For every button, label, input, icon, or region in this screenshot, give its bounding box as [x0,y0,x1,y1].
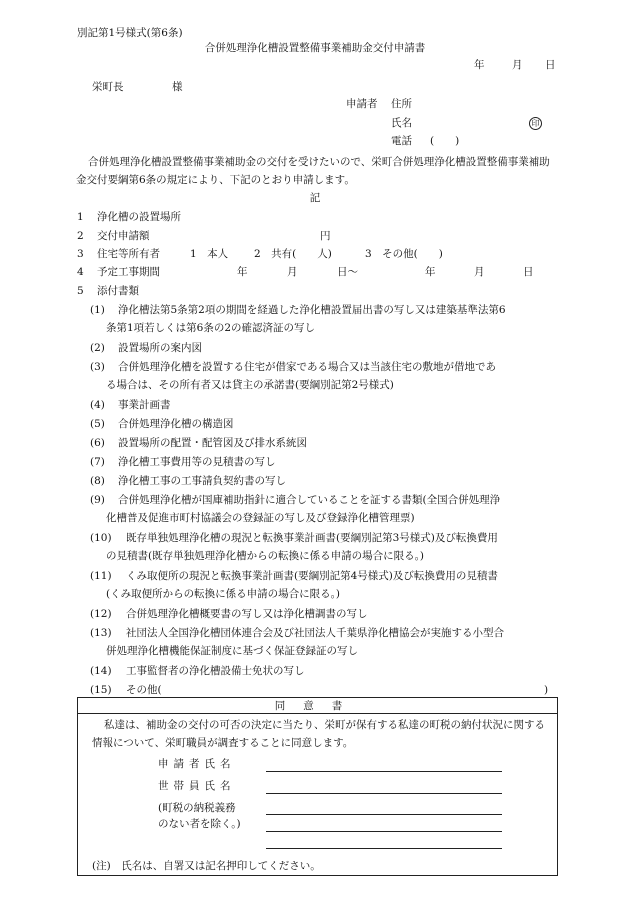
attachment-2 [90,342,202,355]
attachment-number: (10) [90,532,112,544]
attachment-text: 浄化槽法第5条第2項の期間を経過した浄化槽設置届出書の写し又は建築基準法第6 [118,304,506,316]
attachment-text: 社団法人全国浄化槽団体連合会及び社団法人千葉県浄化槽協会が実施する小型合 [126,627,504,639]
date-month: 月 [512,59,523,71]
item-number: 4 [77,266,84,278]
attachment-number: (3) [90,361,105,373]
attachment-number: (8) [90,475,105,487]
attachment-number: (4) [90,399,105,411]
attachment-text: 合併処理浄化槽の構造図 [118,418,234,430]
yen-unit: 円 [320,230,331,242]
signature-note: (注) 氏名は、自署又は記名押印してください。 [92,860,321,872]
attachment-close-paren: ) [544,684,549,696]
attachment-12 [90,608,368,621]
applicant-name-line[interactable] [266,771,502,772]
attachment-15 [90,684,550,697]
end-year: 年 [425,266,436,278]
date-day: 日 [545,59,556,71]
attachment-text: 事業計画書 [118,399,171,411]
attachment-1 [90,304,506,317]
item-1 [77,211,181,224]
phone-label: 電話 [391,135,412,147]
item-3 [77,248,477,261]
attachment-text: くみ取便所の現況と転換事業計画書(要綱別記第4号様式)及び転換費用の見積書 [126,570,498,582]
ki-heading: 記 [309,192,321,204]
attachment-13-cont: 併処理浄化槽機能保証制度に基づく保証登録証の写し [106,645,358,657]
attachment-number: (11) [90,570,112,582]
attachment-number: (15) [90,684,112,696]
consent-text: 私達は、補助金の交付の可否の決定に当たり、栄町が保有する私達の町税の納付状況に関する情報について、栄町職員が調査することに同意します。 [92,719,545,749]
attachment-11-cont: (くみ取便所からの転換に係る申請の場合に限る。) [106,588,340,600]
consent-divider [78,713,557,714]
attachment-number: (14) [90,665,112,677]
consent-title: 同意書 [274,700,361,712]
exclusion-note-line2: のない者を除く。) [158,818,241,830]
consent-box [77,697,558,876]
attachment-4 [90,399,171,412]
attachment-number: (13) [90,627,112,639]
attachment-number: (5) [90,418,105,430]
exclusion-note-line1: (町税の納税義務 [158,802,236,814]
attachment-text: 合併処理浄化槽概要書の写し又は浄化槽調書の写し [126,608,368,620]
attachment-10-cont: の見積書(既存単独処理浄化槽からの転換に係る申請の場合に限る。) [106,550,424,562]
attachment-10 [90,532,498,545]
attachment-text: その他( [126,684,162,696]
attachment-3 [90,361,496,374]
attachment-1-cont: 条第1項若しくは第6条の2の確認済証の写し [106,322,316,334]
addressee: 栄町長 [92,81,124,93]
owner-option-joint: 2 共有( 人) [254,248,332,260]
attachment-text: 設置場所の案内図 [118,342,202,354]
attachment-7 [90,456,276,469]
item-4 [77,266,537,279]
household-member-label: 世帯員氏名 [158,780,236,792]
owner-option-self: 1 本人 [190,248,229,260]
end-day: 日 [523,266,534,278]
attachment-14 [90,665,305,678]
date-year: 年 [474,59,485,71]
item-2 [77,230,417,243]
end-month: 月 [474,266,485,278]
addressee-suffix: 様 [172,81,183,93]
item-number: 3 [77,248,84,260]
attachment-text: 浄化槽工事費用等の見積書の写し [118,456,276,468]
start-year: 年 [237,266,248,278]
attachment-number: (9) [90,494,105,506]
attachment-13 [90,627,504,640]
attachment-5 [90,418,234,431]
attachment-3-cont: る場合は、その所有者又は貸主の承諾書(要綱別記第2号様式) [106,379,394,391]
item-label: 添付書類 [97,285,140,297]
applicant-label: 申請者 [346,98,378,110]
owner-option-other: 3 その他( ) [365,248,443,260]
signature-line-5[interactable] [266,848,502,849]
attachment-6 [90,437,307,450]
phone-parens: ( ) [430,135,460,147]
attachment-11 [90,570,498,583]
item-number: 1 [77,211,84,223]
item-5 [77,285,139,298]
applicant-name-label: 申請者氏名 [158,758,236,770]
attachment-text: 工事監督者の浄化槽設備士免状の写し [126,665,305,677]
attachment-number: (2) [90,342,105,354]
attachment-number: (6) [90,437,105,449]
attachment-number: (12) [90,608,112,620]
household-member-line[interactable] [266,793,502,794]
attachment-number: (1) [90,304,105,316]
attachment-text: 浄化槽工事の工事請負契約書の写し [118,475,286,487]
body-text: 合併処理浄化槽設置整備事業補助金の交付を受けたいので、栄町合併処理浄化槽設置整備事業補助金交付要綱第6条の規定により、下記のとおり申請します。 [76,156,550,186]
start-month: 月 [287,266,298,278]
attachment-9 [90,494,501,507]
item-label: 浄化槽の設置場所 [97,211,182,223]
attachment-9-cont: 化槽普及促進市町村協議会の登録証の写し及び登録浄化槽管理票) [106,512,415,524]
item-number: 5 [77,285,84,297]
signature-line-4[interactable] [266,831,502,832]
address-label: 住所 [391,98,412,110]
item-number: 2 [77,230,84,242]
start-day: 日〜 [337,266,358,278]
item-label: 予定工事期間 [97,266,161,278]
attachment-text: 既存単独処理浄化槽の現況と転換事業計画書(要綱別記第3号様式)及び転換費用 [126,532,498,544]
page-title: 合併処理浄化槽設置整備事業補助金交付申請書 [204,42,426,54]
attachment-text: 設置場所の配置・配管図及び排水系統図 [118,437,307,449]
form-number: 別記第1号様式(第6条) [77,27,183,39]
attachment-8 [90,475,286,488]
item-label: 交付申請額 [97,230,150,242]
attachment-text: 合併処理浄化槽を設置する住宅が借家である場合又は当該住宅の敷地が借地であ [118,361,496,373]
signature-line-3[interactable] [266,814,502,815]
attachment-text: 合併処理浄化槽が国庫補助指針に適合していることを証する書類(全国合併処理浄 [118,494,501,506]
item-label: 住宅等所有者 [97,248,161,260]
name-label: 氏名 [391,117,412,129]
seal-mark: 印 [529,117,542,130]
attachment-number: (7) [90,456,105,468]
